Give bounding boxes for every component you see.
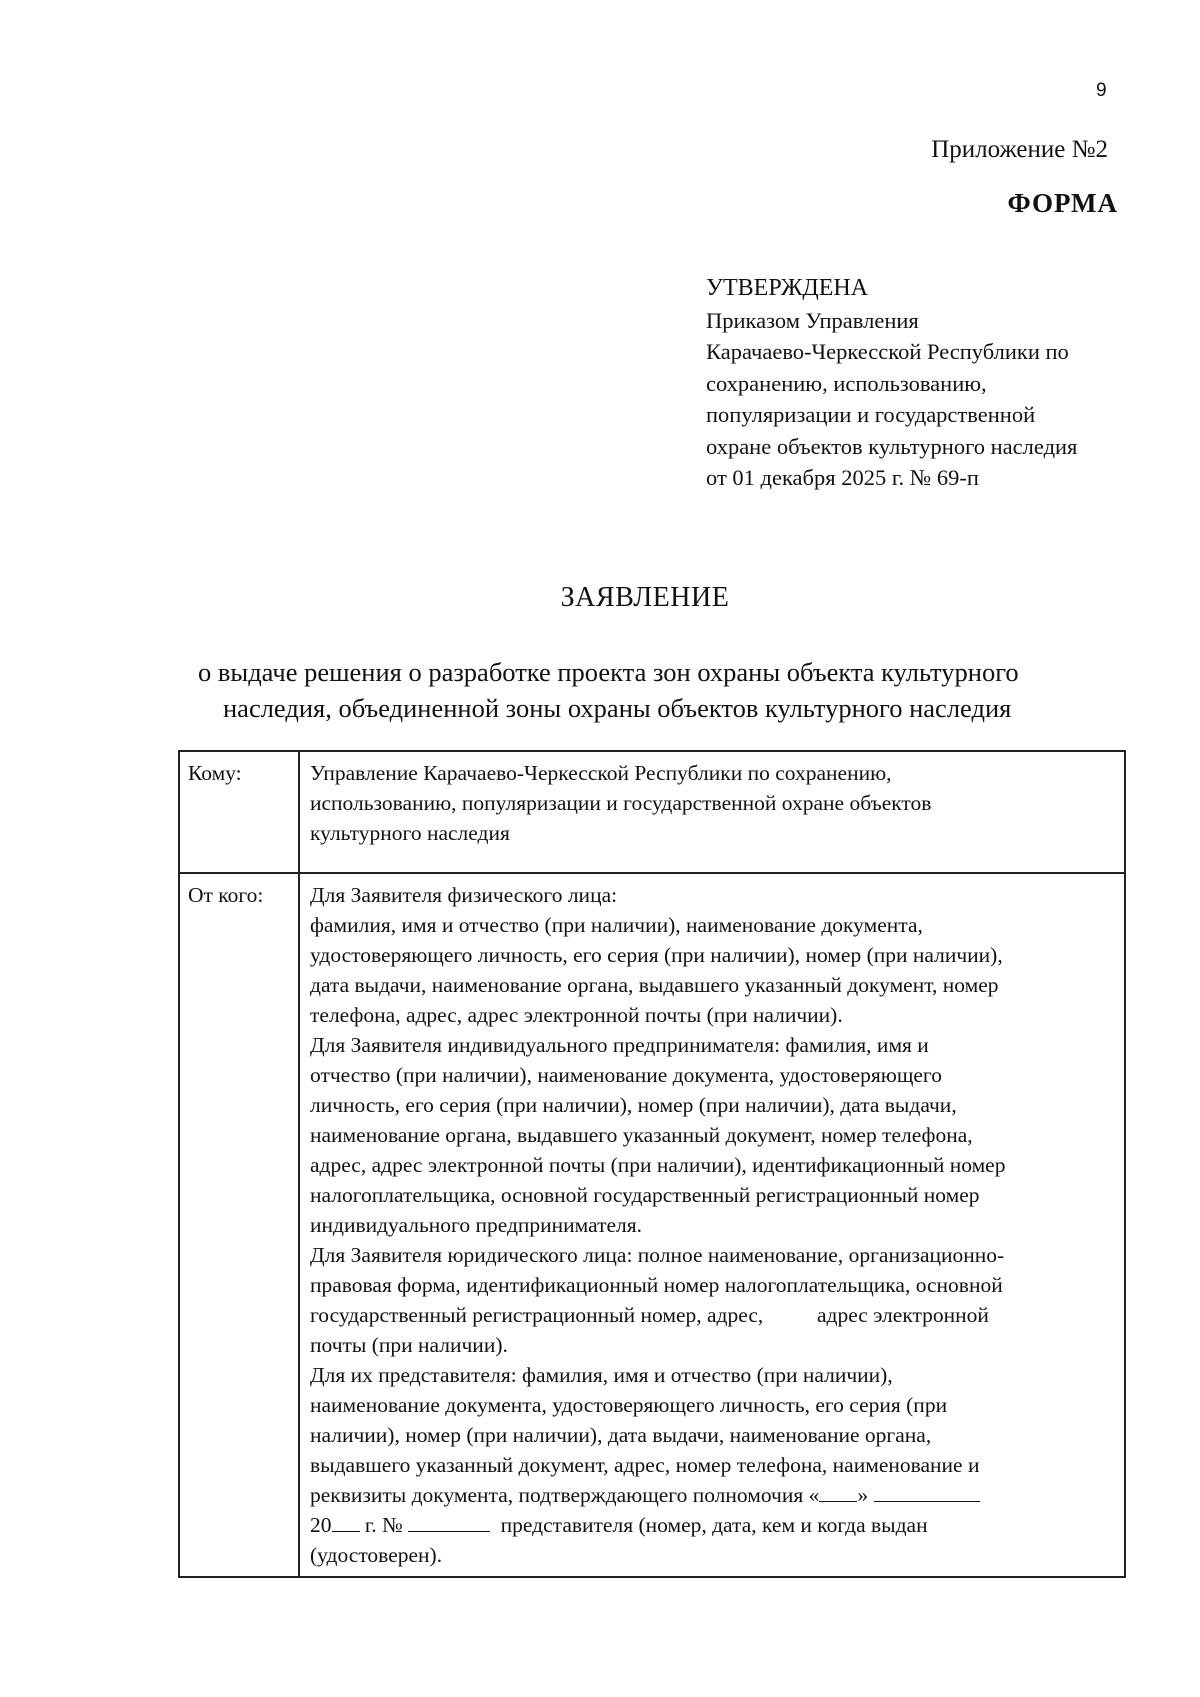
- from-line: фамилия, имя и отчество (при наличии), наименование документа,: [310, 913, 923, 937]
- from-line: телефона, адрес, адрес электронной почты (при наличии).: [310, 1003, 843, 1027]
- to-line: культурного наследия: [310, 821, 510, 845]
- form-title: ФОРМА: [1007, 188, 1118, 218]
- appendix-label: Приложение №2: [931, 136, 1108, 163]
- from-line: дата выдачи, наименование органа, выдавшего указанный документ, номер: [310, 973, 999, 997]
- from-blank-line-1: [310, 1480, 1116, 1510]
- approval-line: Приказом Управления: [706, 307, 919, 333]
- from-line: Для Заявителя индивидуального предпринимателя: фамилия, имя и: [310, 1033, 929, 1057]
- approval-line: Карачаево-Черкесской Республики по: [706, 339, 1069, 364]
- from-blank-text: представителя (номер, дата, кем и когда выдан: [500, 1513, 928, 1537]
- to-label: Кому:: [179, 751, 299, 873]
- from-line: наименование органа, выдавшего указанный документ, номер телефона,: [310, 1123, 973, 1147]
- from-blank-text: реквизиты документа, подтверждающего полномочия «: [310, 1483, 820, 1507]
- from-blank-text: »: [857, 1483, 869, 1507]
- approval-line: охране объектов культурного наследия: [706, 433, 1078, 459]
- from-blank-line-2: [310, 1510, 1116, 1540]
- subtitle-line: о выдаче решения о разработке проекта зон охраны объекта культурного: [198, 657, 1019, 687]
- number-blank-field[interactable]: [408, 1511, 490, 1532]
- approval-block: [706, 273, 1126, 494]
- from-line: Для Заявителя физического лица:: [310, 883, 618, 907]
- day-blank-field[interactable]: [819, 1481, 857, 1502]
- from-line: отчество (при наличии), наименование документа, удостоверяющего: [310, 1063, 942, 1087]
- from-content: [299, 873, 1125, 1577]
- from-line: государственный регистрационный номер, адрес, адрес электронной: [310, 1303, 989, 1327]
- from-line: наличии), номер (при наличии), дата выдачи, наименование органа,: [310, 1423, 932, 1447]
- approval-line: сохранению, использованию,: [706, 370, 987, 396]
- to-content: [299, 751, 1125, 873]
- from-line: индивидуального предпринимателя.: [310, 1213, 643, 1237]
- from-line: Для Заявителя юридического лица: полное наименование, организационно-: [310, 1243, 1005, 1267]
- from-line: почты (при наличии).: [310, 1333, 508, 1357]
- to-line: использованию, популяризации и государственной охране объектов: [310, 791, 932, 815]
- from-line: налогоплательщика, основной государственный регистрационный номер: [310, 1183, 980, 1207]
- from-blank-text: г. №: [364, 1513, 403, 1537]
- year-blank-field[interactable]: [332, 1511, 360, 1532]
- from-label: От кого:: [179, 873, 299, 1577]
- to-row: [179, 751, 1125, 873]
- from-line: (удостоверен).: [310, 1543, 443, 1567]
- from-blank-text: 20: [310, 1513, 332, 1537]
- from-line: выдавшего указанный документ, адрес, номер телефона, наименование и: [310, 1453, 980, 1477]
- approval-title: УТВЕРЖДЕНА: [706, 275, 869, 301]
- from-line: адрес, адрес электронной почты (при наличии), идентификационный номер: [310, 1153, 1006, 1177]
- document-subtitle: [198, 654, 1128, 726]
- approval-line: популяризации и государственной: [706, 402, 1036, 427]
- from-line: личность, его серия (при наличии), номер (при наличии), дата выдачи,: [310, 1093, 957, 1117]
- from-line: наименование документа, удостоверяющего личность, его серия (при: [310, 1393, 948, 1417]
- month-blank-field[interactable]: [874, 1481, 980, 1502]
- document-title: ЗАЯВЛЕНИЕ: [560, 582, 730, 613]
- from-row: [179, 873, 1125, 1577]
- approval-line: от 01 декабря 2025 г. № 69-п: [706, 465, 979, 490]
- from-line: Для их представителя: фамилия, имя и отчество (при наличии),: [310, 1363, 893, 1387]
- from-line: правовая форма, идентификационный номер налогоплательщика, основной: [310, 1273, 1003, 1297]
- subtitle-line: наследия, объединенной зоны охраны объектов культурного наследия: [223, 693, 1012, 723]
- to-line: Управление Карачаево-Черкесской Республики по сохранению,: [310, 761, 892, 785]
- from-line: удостоверяющего личность, его серия (при наличии), номер (при наличии),: [310, 943, 1003, 967]
- application-form-table: [178, 750, 1126, 1578]
- page-number: 9: [1096, 80, 1107, 101]
